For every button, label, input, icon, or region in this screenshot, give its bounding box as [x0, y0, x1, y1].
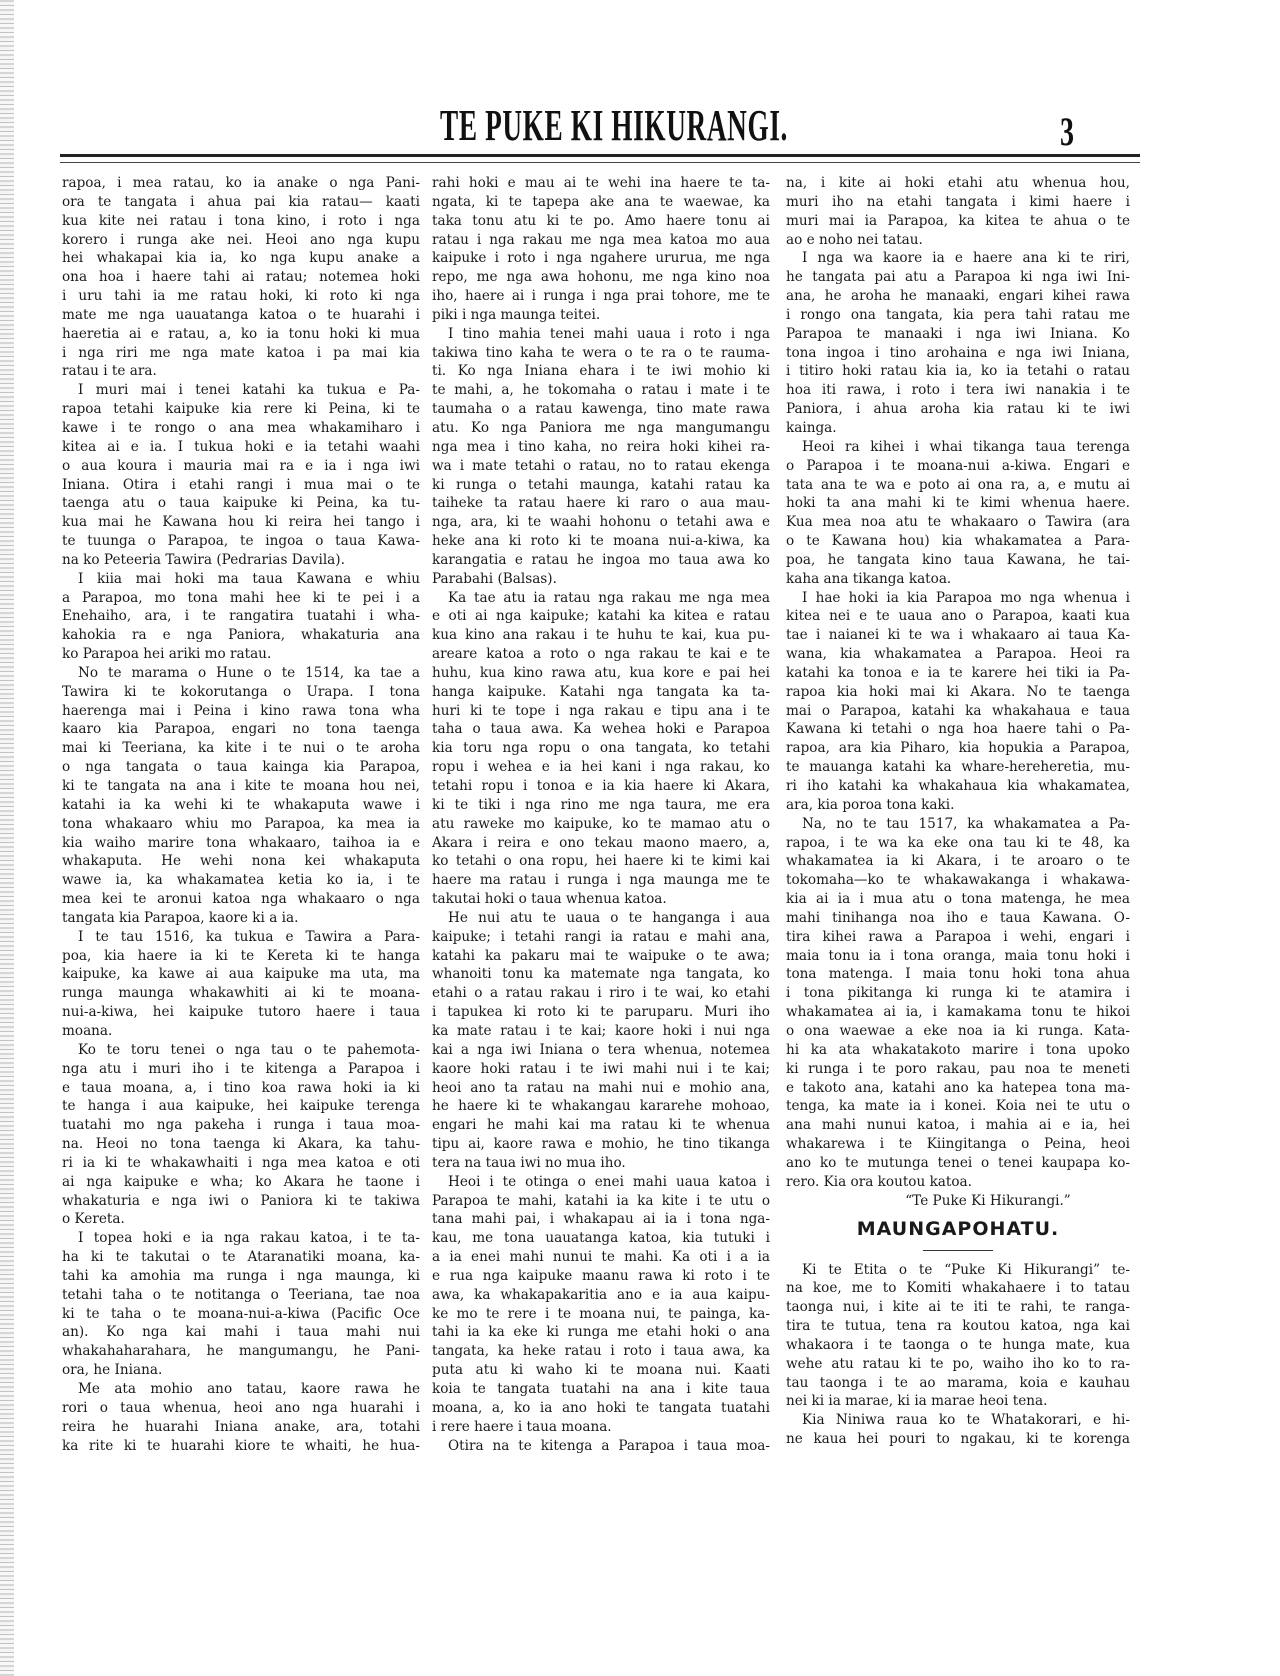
text-line: kia ai ia i mua atu o tona matenga, he mea [786, 891, 1130, 908]
text-line: tuatahi mo nga pakeha i runga i taua moa- [62, 1117, 420, 1134]
text-line: katahi ka tonoa e ia te karere hei tiki ia Pa- [786, 664, 1130, 681]
section-heading: MAUNGAPOHATU. [856, 1217, 1060, 1240]
text-line: moana, a, ko ia ano hoki te tangata tuatahi [432, 1399, 770, 1416]
text-line: rori o taua whenua, heoi ano nga huarahi i [62, 1399, 420, 1416]
text-line: Kua mea noa atu te whakaaro o Tawira (ara [786, 514, 1130, 531]
text-line: Iniana. Otira i etahi rangi i mua mai o te [62, 476, 420, 493]
paragraph [432, 174, 770, 325]
text-line: na ko Peteeria Tawira (Pedrarias Davila). [62, 551, 345, 568]
text-line: e takoto ana, katahi ano ka hatepea tona ma- [786, 1079, 1130, 1096]
text-line: tahi ka amohia ma runga i nga maunga, ki [62, 1267, 420, 1284]
text-line: kaipuke, ka kawe ai aua kaipuke ma uta, ma [62, 966, 420, 983]
text-line: ana mahi nunui katoa, i mahia ai e ia, hei [786, 1117, 1130, 1134]
text-line: puta atu ki waho ki te moana nui. Kaati [432, 1362, 770, 1379]
text-line: tira kihei rawa a Parapoa i wehi, engari i [786, 928, 1130, 945]
text-line: tipu ai, kaore rawa e mohio, he tino tikanga [432, 1136, 770, 1153]
text-line: ko tetahi o ona ropu, hei haere ki te kimi kai [432, 853, 770, 870]
text-line: Parabahi (Balsas). [432, 570, 557, 587]
text-line: kawe i te rongo o ana mea whakamiharo i [62, 419, 420, 436]
text-line: a ia enei mahi nunui te mahi. Ka oti i a ia [432, 1249, 770, 1266]
masthead-rule [60, 154, 1140, 157]
paragraph [432, 909, 770, 1173]
text-line: rero. Kia ora koutou katoa. [786, 1173, 972, 1190]
text-line: kahokia ra e nga Paniora, whakaturia ana [62, 627, 420, 644]
text-line: taumaha o a ratau kawenga, tino mate rawa [432, 401, 770, 418]
text-line: ao e noho nei tatau. [786, 231, 923, 248]
text-line: ke mo te rere i te moana nui, te painga, ka- [432, 1305, 770, 1322]
text-line: whakamatea ia ki Akara, i te aroaro o te [786, 853, 1130, 870]
text-line: tona whakaaro whiu mo Parapoa, ka mea ia [62, 815, 420, 832]
text-line: kaaro kia Parapoa, engari no tona taenga [62, 721, 420, 738]
text-line: e taua moana, a, i tino koa rawa hoki ia ki [62, 1079, 420, 1096]
text-line: I te tau 1516, ka tukua e Tawira a Para- [78, 928, 420, 945]
text-line: wa i mate tetahi o ratau, no to ratau ekenga [432, 457, 770, 474]
text-line: nei ki ia marae, ki ia marae heoi tena. [786, 1393, 1048, 1410]
text-line: na koe, me to Komiti whakahaere i to tatau [786, 1280, 1130, 1297]
text-line: mahi tinihanga noa iho e taua Kawana. O- [786, 909, 1130, 926]
text-line: reira he huarahi Iniana anake, ara, totahi [62, 1418, 420, 1435]
text-line: kia waiho marire tona whakaaro, taihoa ia e [62, 834, 420, 851]
text-line: Na, no te tau 1517, ka whakamatea a Pa- [802, 815, 1130, 832]
text-line: tata ana te wa e poto ai ona ra, a, e mutu ai [786, 476, 1130, 493]
paragraph [432, 589, 770, 909]
masthead-title: TE PUKE KI HIKURANGI. [440, 101, 789, 150]
text-line: tira te tutua, tena ra koutou katoa, nga kai [786, 1318, 1130, 1335]
text-line: na. Heoi no tona taenga ki Akara, ka tahu- [62, 1136, 420, 1153]
text-line: ki runga o tetahi maunga, katahi ratau ka [432, 476, 770, 493]
page-number: 3 [1060, 109, 1074, 154]
paragraph [62, 381, 420, 569]
paragraph [786, 1261, 1130, 1412]
text-line: ki te taha o te moana-nui-a-kiwa (Pacific Oce [62, 1305, 420, 1322]
text-line: hi ka ata whakatakoto marire i tona upoko [786, 1041, 1130, 1058]
text-line: Ko te toru tenei o nga tau o te pahemota- [78, 1041, 420, 1058]
text-line: Kawana ki tetahi o nga hoa haere tahi o Pa- [786, 721, 1130, 738]
text-line: poa, he tangata kino taua Kawana, he tai- [786, 551, 1130, 568]
text-line: tona ingoa i tino arohaina e nga iwi Iniana, [786, 344, 1130, 361]
text-line: hei whakapai kia ia, ko nga kupu anake a [62, 250, 420, 267]
text-line: He nui atu te uaua o te hanganga i aua [448, 909, 770, 926]
text-line: huhu, kua kino rawa atu, kua kore e pai hei [432, 664, 770, 681]
text-line: tera na taua iwi no mua iho. [432, 1154, 626, 1171]
text-line: ki te tangata na ana i kite te moana hou nei, [62, 778, 420, 794]
text-line: kaha ana tikanga katoa. [786, 570, 952, 587]
text-line: taenga atu o taua kaipuke ki Peina, ka tu- [62, 495, 420, 512]
text-line: i rere haere i taua moana. [432, 1418, 612, 1435]
text-line: i tapukea ki roto ki te paruparu. Muri iho [432, 1004, 770, 1021]
text-line: wehe atu ratau ki te po, waiho iho ko to ra- [786, 1355, 1130, 1372]
text-line: I muri mai i tenei katahi ka tukua e Pa- [78, 382, 420, 399]
text-line: whanoiti tonu ka matemate nga tangata, ko [432, 966, 770, 983]
text-line: repo, me nga awa hohonu, me nga kino noa [432, 269, 770, 286]
text-line: atu. Ko nga Paniora me nga mangumangu [432, 419, 770, 436]
text-line: kaipuke i roto i nga ngahere ururua, me nga [432, 250, 770, 267]
text-line: ona hoa i haere tahi ai ratau; notemea hoki [62, 269, 420, 286]
text-line: o ona waewae a eke noa ia ki runga. Kata- [786, 1022, 1130, 1039]
column-1 [62, 174, 420, 1455]
masthead-rule-thin [60, 162, 1140, 163]
text-line: heoi ano ta ratau na mahi nui e mohio ana, [432, 1079, 770, 1096]
text-line: iho, haere ai i runga i nga prai tohore, me te [432, 288, 770, 305]
text-line: kainga. [786, 419, 837, 436]
text-line: awa, ka whakapakaritia ano e ia aua kaipu- [432, 1286, 770, 1303]
text-line: ri iho katahi ka whakahaua kia whakamatea, [786, 778, 1130, 794]
paragraph [62, 1380, 420, 1455]
paragraph [62, 174, 420, 381]
column-3 [786, 174, 1130, 1449]
text-line: wana, kia whakamatea a Parapoa. Heoi ra [786, 646, 1130, 663]
text-line: poa, kia haere ia ki te Kereta ki te hanga [62, 947, 420, 964]
text-line: nga mea i tino kaha, no reira hoki kihei ra- [432, 438, 770, 455]
text-line: mai ki Teeriana, ka kite i te nui o te aroha [62, 740, 420, 757]
text-line: I nga wa kaore ia e haere ana ki te riri, [802, 250, 1130, 267]
text-line: taiheke ta ratau haere ki raro o aua mau- [432, 495, 770, 512]
text-line: ai nga kaipuke e wha; ko Akara he taone i [62, 1173, 420, 1190]
article-signature: “Te Puke Ki Hikurangi.” [905, 1192, 1071, 1209]
text-line: Parapoa te manaaki i nga iwi Iniana. Ko [786, 325, 1130, 342]
text-line: tetahi ropu i tonoa e ia kia haere ki Akara, [432, 778, 770, 794]
paragraph [432, 1173, 770, 1437]
text-line: ratau i nga rakau me nga mea katoa mo aua [432, 231, 770, 248]
paragraph [62, 664, 420, 928]
text-line: ki runga i te poro rakau, pau noa te meneti [786, 1060, 1130, 1077]
text-line: Paniora, i ahua aroha kia ratau ki te iwi [786, 401, 1130, 418]
text-line: muri mai ia Parapoa, ka kitea te ahua o te [786, 212, 1130, 229]
paragraph [786, 1411, 1130, 1449]
text-line: Ka tae atu ia ratau nga rakau me nga mea [448, 589, 770, 606]
text-line: e oti ai nga kaipuke; katahi ka kitea e ratau [432, 608, 770, 625]
text-line: tahi ia ka eke ki runga me etahi hoki o ana [432, 1324, 770, 1341]
text-line: atu raweke mo kaipuke, ko te mamao atu o [432, 815, 770, 832]
text-line: mea kei te aronui katoa nga whakaaro o nga [62, 891, 420, 908]
text-line: kia toru nga ropu o ona tangata, ko tetahi [432, 740, 770, 757]
text-line: rapoa, ara kia Piharo, kia hopukia a Parapoa, [786, 740, 1130, 757]
text-line: hoa iti rawa, i roto i tera iwi nanakia i te [786, 382, 1130, 399]
text-line: te hanga i aua kaipuke, hei kaipuke terenga [62, 1098, 420, 1115]
text-line: takiwa tino kaha te wera o te ra o te rauma- [432, 344, 770, 361]
text-line: whakahaharahara, he mangumangu, he Pani- [62, 1343, 420, 1360]
text-line: korero i runga ake nei. Heoi ano nga kupu [62, 231, 420, 248]
text-line: taka tonu atu ki te po. Amo haere tonu ai [432, 212, 770, 229]
text-line: he tangata pai atu a Parapoa ki nga iwi Ini- [786, 269, 1130, 286]
text-line: ratau i te ara. [62, 363, 157, 380]
text-line: Tawira ki te kokorutanga o Urapa. I tona [62, 683, 420, 700]
text-line: kau, me tona uauatanga katoa, kia tutuki i [432, 1230, 770, 1247]
text-line: Otira na te kitenga a Parapoa i taua moa- [448, 1437, 770, 1454]
text-line: taha o taua awa. Ka wehea hoki e Parapoa [432, 721, 770, 738]
text-line: ne kaua hei pouri to ngakau, ki te korenga [786, 1431, 1130, 1448]
text-line: nui-a-kiwa, hei kaipuke tutoro haere i taua [62, 1004, 420, 1021]
text-line: huri ki te tope i nga rakau e tipu ana i te [432, 702, 770, 719]
text-line: rapoa, i te wa ka eke ona tau ki te 48, ka [786, 834, 1130, 851]
text-line: katahi ia ka wehi ki te whakaputa wawe i [62, 796, 420, 813]
text-line: ara, kia poroa tona kaki. [786, 796, 955, 813]
text-line: Heoi ra kihei i whai tikanga taua terenga [802, 438, 1130, 455]
text-line: ka rite ki te huarahi kiore te whaiti, he hua- [62, 1437, 420, 1454]
paragraph [786, 174, 1130, 249]
text-line: maia tonu ia i tona oranga, maia tonu hoki i [786, 947, 1130, 964]
text-line: kai a nga iwi Iniana o tera whenua, notemea [432, 1041, 770, 1058]
text-line: i tona pikitanga ki runga ki te atamira i [786, 985, 1130, 1002]
text-line: tangata, ka heke ratau i roto i taua awa, ka [432, 1343, 770, 1360]
paragraph [786, 589, 1130, 815]
paragraph [786, 815, 1130, 1192]
paragraph [62, 570, 420, 664]
text-line: haeretia ai e ratau, a, ko ia tonu hoki ki mua [62, 325, 420, 342]
text-line: takutai hoki o taua whenua katoa. [432, 891, 667, 908]
text-line: ko Parapoa hei ariki mo ratau. [62, 646, 272, 663]
text-line: kitea nei e te uaua ano o Parapoa, kaati kua [786, 608, 1130, 625]
text-line: i uru tahi ia me ratau hoki, ki roto ki nga [62, 288, 420, 305]
text-line: i nga riri me nga mate katoa i pa mai kia [62, 344, 420, 361]
text-line: hanga kaipuke. Katahi nga tangata ka ta- [432, 683, 770, 700]
paragraph [62, 928, 420, 1041]
text-line: piki i nga maunga teitei. [432, 306, 601, 323]
text-line: No te marama o Hune o te 1514, ka tae a [78, 664, 420, 681]
text-line: engari he mahi kai ma ratau ki te whenua [432, 1117, 770, 1134]
text-line: he haere ki te whakangau kararehe mohoao, [432, 1098, 770, 1115]
text-line: nga atu i muri iho i te kitenga a Parapoa i [62, 1060, 420, 1077]
text-line: Ki te Etita o te “Puke Ki Hikurangi” te- [802, 1261, 1130, 1278]
text-line: moana. [62, 1022, 113, 1039]
text-line: koia te tangata tuatahi na ana i kite taua [432, 1381, 770, 1397]
text-line: i titiro hoki ratau kia ia, ko ia tetahi o ratau [786, 363, 1130, 380]
text-line: mate me nga uauatanga katoa o te huarahi i [62, 306, 420, 323]
text-line: taonga nui, i kite ai te iti te rahi, te ranga- [786, 1299, 1130, 1316]
text-line: kaore hoki ratau i te iwi mahi nui i te kai; [432, 1060, 770, 1077]
text-line: Enehaiho, ara, i te rangatira tuatahi i wha- [62, 608, 420, 625]
text-line: I hae hoki ia kia Parapoa mo nga whenua i [802, 589, 1130, 606]
text-line: tona matenga. I maia tonu hoki tona ahua [786, 966, 1130, 983]
text-line: ka mate ratau i te kai; kaore hoki i nui nga [432, 1022, 770, 1039]
text-line: ri ia ki te whakawhaiti i nga mea katoa e oti [62, 1154, 420, 1171]
text-line: tau taonga i te ao marama, koia e kauhau [786, 1374, 1130, 1391]
text-line: heke ana ki roto ki te moana nui-a-kiwa, ka [432, 533, 770, 550]
text-line: kaipuke; i tetahi rangi ia ratau e mahi ana, [432, 928, 770, 945]
paragraph [432, 325, 770, 589]
text-line: Kia Niniwa raua ko te Whatakorari, e hi- [802, 1412, 1130, 1429]
text-line: Heoi i te otinga o enei mahi uaua katoa i [448, 1173, 770, 1190]
text-line: karangatia e ratau he ingoa mo taua awa ko [432, 551, 770, 568]
paragraph [62, 1041, 420, 1229]
text-line: ha ki te takutai o te Ataranatiki moana, ka- [62, 1249, 420, 1266]
text-line: o Kereta. [62, 1211, 125, 1228]
text-line: katahi ka pakaru mai te waipuke o te awa; [432, 947, 770, 964]
text-line: tana mahi pai, i whakapau ai ia i tona nga- [432, 1211, 770, 1228]
text-line: haere ma ratau i runga i nga maunga me te [432, 872, 770, 889]
text-line: runga maunga whakawhiti ai ki te moana- [62, 985, 420, 1002]
text-line: o nga tangata o taua kainga kia Parapoa, [62, 759, 420, 776]
text-line: rahi hoki e mau ai te wehi ina haere te ta- [432, 175, 770, 191]
text-line: hoki ta ana mahi ki te kimi whenua haere. [786, 495, 1130, 512]
text-line: muri iho na etahi tangata i kimi haere i [786, 193, 1130, 210]
text-line: etahi o a ratau rakau i riro i te wai, ko etahi [432, 985, 770, 1002]
text-line: Me ata mohio ano tatau, kaore rawa he [78, 1381, 420, 1397]
text-line: kitea ai e ia. I tukua hoki e ia tetahi waahi [62, 438, 420, 455]
text-line: kua kino ana rakau i te huhu te kai, kua pu- [432, 627, 770, 644]
text-line: whakaora i te taonga o te hunga mate, kua [786, 1336, 1130, 1353]
text-line: ano ko te mutunga tenei o tenei kaupapa ko- [786, 1154, 1130, 1171]
text-line: rapoa tetahi kaipuke kia rere ki Peina, ki te [62, 401, 420, 418]
text-line: wawe ia, ka whakamatea ketia ko ia, i te [62, 872, 420, 889]
text-line: tangata kia Parapoa, kaore ki a ia. [62, 909, 299, 926]
text-line: I topea hoki e ia nga rakau katoa, i te ta- [78, 1230, 420, 1247]
text-line: whakaputa. He wehi nona kei whakaputa [62, 853, 420, 870]
text-line: na, i kite ai hoki etahi atu whenua hou, [786, 175, 1130, 191]
scan-edge-artifact [0, 0, 14, 1676]
text-line: rapoa, i mea ratau, ko ia anake o nga Pani- [62, 175, 420, 191]
text-line: whakamatea ai ia, i kamakama tonu te hikoi [786, 1004, 1130, 1021]
text-line: a Parapoa, mo tona mahi hee ki te pei i a [62, 589, 420, 606]
text-line: haerenga mai i Peina i kino rawa tona wha [62, 702, 420, 719]
text-line: te tuunga o Parapoa, te ingoa o taua Kawa- [62, 533, 420, 550]
text-line: ti. Ko nga Iniana ehara i te iwi mohio ki [432, 363, 770, 380]
paragraph [62, 1229, 420, 1380]
text-line: o aua koura i mauria mai ra e ia i nga iwi [62, 457, 420, 474]
text-line: o te Kawana hou) kia whakamatea a Para- [786, 533, 1130, 550]
text-line: Akara i reira e ono tekau maono maero, a, [432, 834, 770, 851]
text-line: mai o Parapoa, katahi ka whakahaua e taua [786, 702, 1130, 719]
text-line: tokomaha—ko te whakawakanga i whakawa- [786, 872, 1130, 889]
text-line: tetahi taha o te notitanga o Teeriana, tae noa [62, 1286, 420, 1303]
text-line: ana, he aroha he manaaki, engari kihei rawa [786, 288, 1130, 305]
text-line: o Parapoa i te moana-nui a-kiwa. Engari e [786, 457, 1130, 474]
text-line: ki te tiki i nga rino me nga taura, me era [432, 796, 770, 813]
paragraph [786, 249, 1130, 437]
text-line: ngata, ki te tapepa ake ana te waewae, ka [432, 193, 770, 210]
text-line: rapoa kia hoki mai ki Akara. No te taenga [786, 683, 1130, 700]
text-line: whakarewa i te Kiingitanga o Peina, heoi [786, 1136, 1130, 1153]
text-line: ora, he Iniana. [62, 1362, 163, 1379]
paragraph [432, 1437, 770, 1456]
paragraph [786, 438, 1130, 589]
text-line: an). Ko nga kai mahi i taua mahi nui [62, 1324, 420, 1341]
text-line: Parapoa te mahi, katahi ia ka kite i te utu o [432, 1192, 770, 1209]
heading-rule [923, 1250, 993, 1251]
text-line: I kiia mai hoki ma taua Kawana e whiu [78, 570, 420, 587]
text-line: areare katoa a roto o nga rakau te kai e te [432, 646, 770, 663]
column-2 [432, 174, 770, 1455]
text-line: te mahi, a, he tokomaha o ratau i mate i te [432, 382, 770, 399]
text-line: ropu i wehea e ia hei kani i nga rakau, ko [432, 759, 770, 776]
text-line: i rongo ona tangata, kia pera tahi ratau me [786, 306, 1130, 323]
text-line: e rua nga kaipuke maanu rawa ki roto i te [432, 1267, 770, 1284]
text-line: nga, ara, ki te waahi hohonu o tetahi awa e [432, 514, 770, 531]
text-line: kua mai he Kawana hou ki reira hei tango i [62, 514, 420, 531]
text-line: ora te tangata i ahua pai kia ratau— kaati [62, 193, 420, 210]
text-line: tenga, ka mate ia i konei. Koia nei te utu o [786, 1098, 1130, 1115]
text-line: I tino mahia tenei mahi uaua i roto i nga [448, 325, 770, 342]
text-line: te mauanga katahi ka whare-hereheretia, mu- [786, 759, 1130, 776]
text-line: kua kite nei ratau i tona kino, i roto i nga [62, 212, 420, 229]
text-line: whakaturia e nga iwi o Paniora ki te takiwa [62, 1192, 420, 1209]
text-line: tae i naianei ki te wa i whakaaro ai taua Ka- [786, 627, 1130, 644]
